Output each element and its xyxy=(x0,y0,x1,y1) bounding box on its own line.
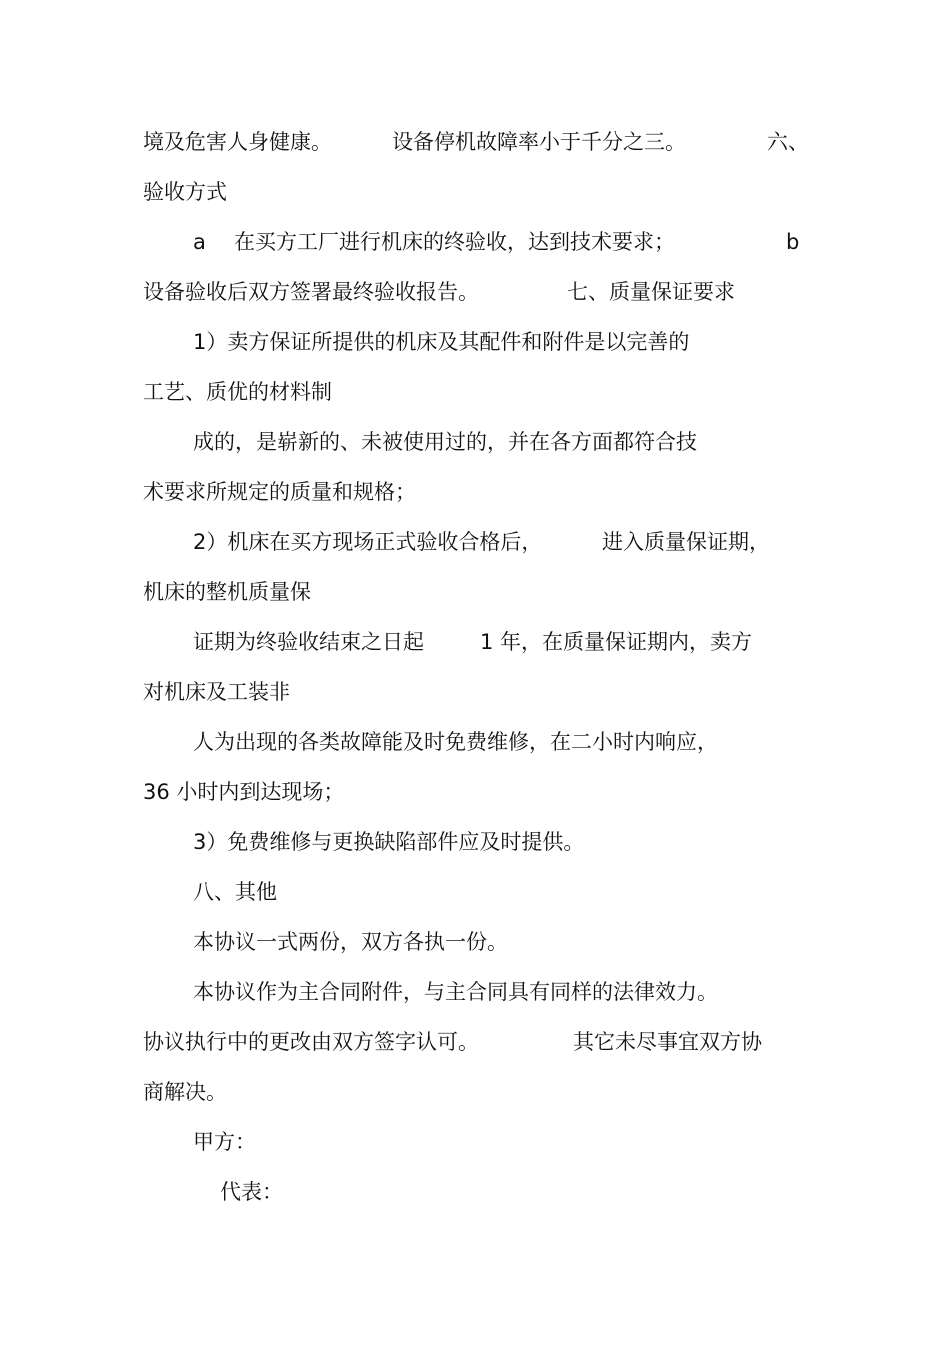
text-line: 成的，是崭新的、未被使用过的，并在各方面都符合技 xyxy=(193,430,697,454)
text-line: 本协议作为主合同附件，与主合同具有同样的法律效力。 xyxy=(193,980,718,1004)
text-line: 1 年，在质量保证期内，卖方 xyxy=(480,630,753,654)
text-line: 商解决。 xyxy=(143,1080,227,1104)
text-line: 验收方式 xyxy=(143,180,227,204)
text-line: a xyxy=(193,230,206,254)
text-line: 对机床及工装非 xyxy=(143,680,290,704)
text-line: 机床的整机质量保 xyxy=(143,580,311,604)
text-line: 设备停机故障率小于千分之三。 xyxy=(392,130,686,154)
text-line: 八、其他 xyxy=(193,880,277,904)
text-line: 其它未尽事宜双方协 xyxy=(573,1030,762,1054)
text-line: 工艺、质优的材料制 xyxy=(143,380,332,404)
text-line: 1）卖方保证所提供的机床及其配件和附件是以完善的 xyxy=(193,330,690,354)
text-line: 设备验收后双方签署最终验收报告。 xyxy=(143,280,479,304)
text-line: 36 小时内到达现场； xyxy=(143,780,345,804)
text-line: 证期为终验收结束之日起 xyxy=(193,630,424,654)
representative-label: 代表： xyxy=(220,1180,283,1204)
text-line: 境及危害人身健康。 xyxy=(143,130,332,154)
party-a-label: 甲方： xyxy=(193,1130,256,1154)
text-line: 人为出现的各类故障能及时免费维修，在二小时内响应， xyxy=(193,730,718,754)
text-line: 3）免费维修与更换缺陷部件应及时提供。 xyxy=(193,830,585,854)
text-line: 本协议一式两份，双方各执一份。 xyxy=(193,930,508,954)
text-line: 六、 xyxy=(767,130,809,154)
text-line: 七、质量保证要求 xyxy=(567,280,735,304)
text-line: 进入质量保证期， xyxy=(602,530,770,554)
text-line: 协议执行中的更改由双方签字认可。 xyxy=(143,1030,479,1054)
text-line: b xyxy=(786,230,800,254)
text-line: 术要求所规定的质量和规格； xyxy=(143,480,416,504)
text-line: 2）机床在买方现场正式验收合格后， xyxy=(193,530,543,554)
text-line: 在买方工厂进行机床的终验收，达到技术要求； xyxy=(234,230,675,254)
